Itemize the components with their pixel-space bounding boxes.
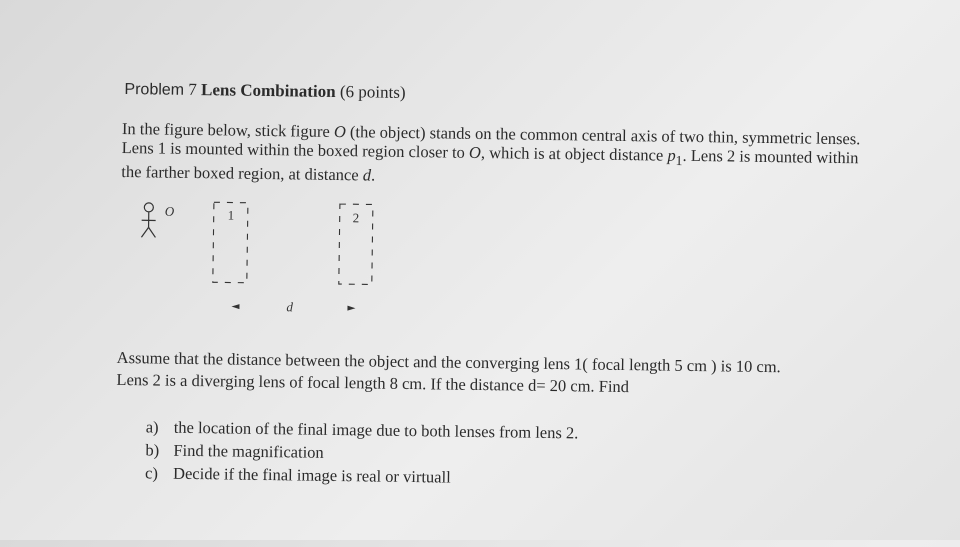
problem-title bbox=[124, 79, 405, 103]
intro-text-1: In the figure below, stick figure bbox=[122, 119, 334, 141]
intro-paragraph bbox=[121, 119, 882, 192]
question-item bbox=[145, 461, 578, 490]
question-text: Find the magnification bbox=[173, 439, 324, 464]
question-text: the location of the final image due to both lenses from lens 2. bbox=[174, 416, 579, 445]
problem-prefix: Problem bbox=[124, 81, 184, 99]
distance-arrow bbox=[231, 304, 355, 311]
question-list bbox=[145, 415, 579, 490]
problem-name: Lens Combination bbox=[201, 80, 336, 101]
p-symbol: p bbox=[667, 146, 676, 165]
lens-figure bbox=[139, 193, 381, 326]
stick-figure-icon bbox=[141, 203, 155, 238]
object-symbol: O bbox=[334, 122, 346, 141]
assumption-line-2: Lens 2 is a diverging lens of focal length 8 cm. If the distance d= 20 cm. Find bbox=[116, 369, 876, 402]
assumption-line-1: Assume that the distance between the object and the converging lens 1( focal length 5 cm ) is 10 cm. bbox=[117, 347, 877, 380]
question-label: a) bbox=[146, 415, 174, 438]
object-symbol: O bbox=[469, 143, 481, 162]
object-label: O bbox=[165, 204, 175, 219]
distance-label: d bbox=[286, 299, 293, 314]
lens1-label: 1 bbox=[228, 207, 235, 222]
problem-points: (6 points) bbox=[340, 82, 406, 102]
problem-number: 7 bbox=[188, 80, 197, 99]
assumption-paragraph bbox=[116, 347, 877, 402]
d-symbol: d bbox=[363, 166, 372, 185]
p-subscript: 1 bbox=[675, 153, 682, 168]
intro-text-3: , which is at object distance bbox=[481, 143, 668, 165]
question-label: b) bbox=[145, 438, 173, 461]
intro-text-2: (the object) stands on the common central axis of two thin, symmetric lenses. Lens 1 is mounted within the boxed region closer to bbox=[122, 122, 861, 162]
question-label: c) bbox=[145, 461, 173, 484]
intro-text-5: . bbox=[371, 166, 375, 185]
question-text: Decide if the final image is real or virtuall bbox=[173, 462, 451, 489]
lens2-label: 2 bbox=[353, 210, 360, 225]
intro-text-4: . Lens 2 is mounted within the farther boxed region, at distance bbox=[121, 146, 858, 185]
